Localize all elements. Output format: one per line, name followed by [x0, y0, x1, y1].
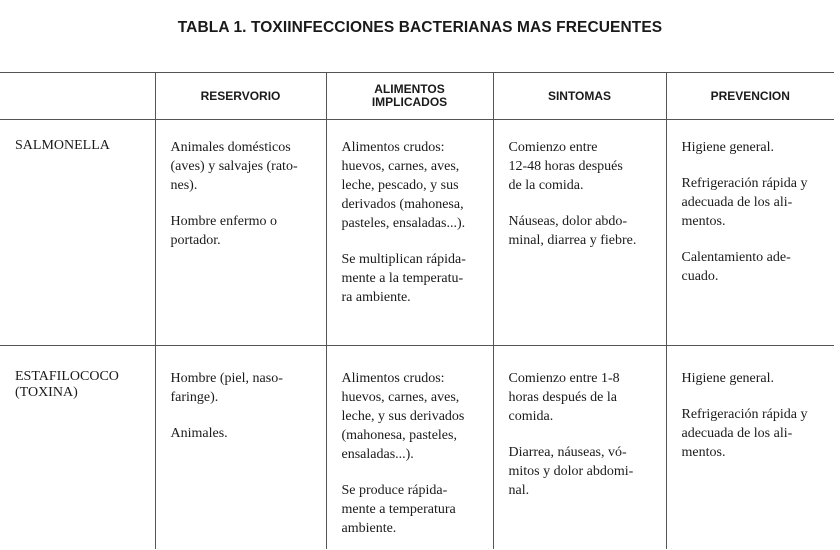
- cell-paragraph: Refrigeración rápida y adecuada de los ali- mentos.: [681, 176, 808, 229]
- agent-cell: [0, 120, 155, 346]
- header-alimentos: [326, 73, 493, 120]
- cell-paragraph: Hombre (piel, naso- faringe).: [170, 371, 283, 405]
- cell-paragraph: Higiene general.: [681, 140, 775, 155]
- cell-paragraph: Se produce rápida- mente a temperatura ambiente.: [341, 483, 456, 536]
- cell-paragraph: Comienzo entre 1-8 horas después de la comida.: [508, 371, 620, 424]
- prevencion-cell: [666, 346, 834, 550]
- cell-paragraph: Diarrea, náuseas, vó- mitos y dolor abdomi- nal.: [508, 445, 634, 498]
- header-sintomas: SINTOMAS: [493, 73, 666, 120]
- cell-paragraph: Calentamiento ade- cuado.: [681, 250, 791, 284]
- alimentos-cell: [326, 120, 493, 346]
- cell-paragraph: Refrigeración rápida y adecuada de los ali- mentos.: [681, 407, 808, 460]
- cell-paragraph: Comienzo entre 12-48 horas después de la comida.: [508, 140, 623, 193]
- toxiinfecciones-table: [0, 72, 834, 549]
- table-row: [0, 346, 834, 550]
- sintomas-cell: [493, 120, 666, 346]
- cell-paragraph: Higiene general.: [681, 371, 775, 386]
- prevencion-cell: [666, 120, 834, 346]
- cell-paragraph: Alimentos crudos: huevos, carnes, aves, leche, y sus derivados (mahonesa, pasteles, ensaladas...).: [341, 371, 465, 462]
- agent-name: SALMONELLA: [15, 138, 110, 153]
- reservorio-cell: [155, 346, 326, 550]
- reservorio-cell: [155, 120, 326, 346]
- sintomas-cell: [493, 346, 666, 550]
- agent-name: ESTAFILOCOCO (TOXINA): [15, 369, 119, 400]
- cell-paragraph: Animales.: [170, 426, 228, 441]
- header-reservorio: RESERVORIO: [155, 73, 326, 120]
- cell-paragraph: Animales domésticos (aves) y salvajes (rato- nes).: [170, 140, 298, 193]
- cell-paragraph: Hombre enfermo o portador.: [170, 214, 278, 248]
- header-prevencion: PREVENCION: [666, 73, 834, 120]
- alimentos-cell: [326, 346, 493, 550]
- table-title: TABLA 1. TOXIINFECCIONES BACTERIANAS MAS FRECUENTES: [177, 19, 663, 36]
- cell-paragraph: Alimentos crudos: huevos, carnes, aves, leche, pescado, y sus derivados (mahonesa, pasteles, ensaladas...).: [341, 140, 466, 231]
- header-row: [0, 73, 834, 120]
- table-row: [0, 120, 834, 346]
- cell-paragraph: Se multiplican rápida- mente a la temperatu- ra ambiente.: [341, 252, 466, 305]
- cell-paragraph: Náuseas, dolor abdo- minal, diarrea y fiebre.: [508, 214, 637, 248]
- header-alimentos-label: ALIMENTOS IMPLICADOS: [371, 82, 448, 109]
- agent-cell: [0, 346, 155, 550]
- header-agent: [0, 73, 155, 120]
